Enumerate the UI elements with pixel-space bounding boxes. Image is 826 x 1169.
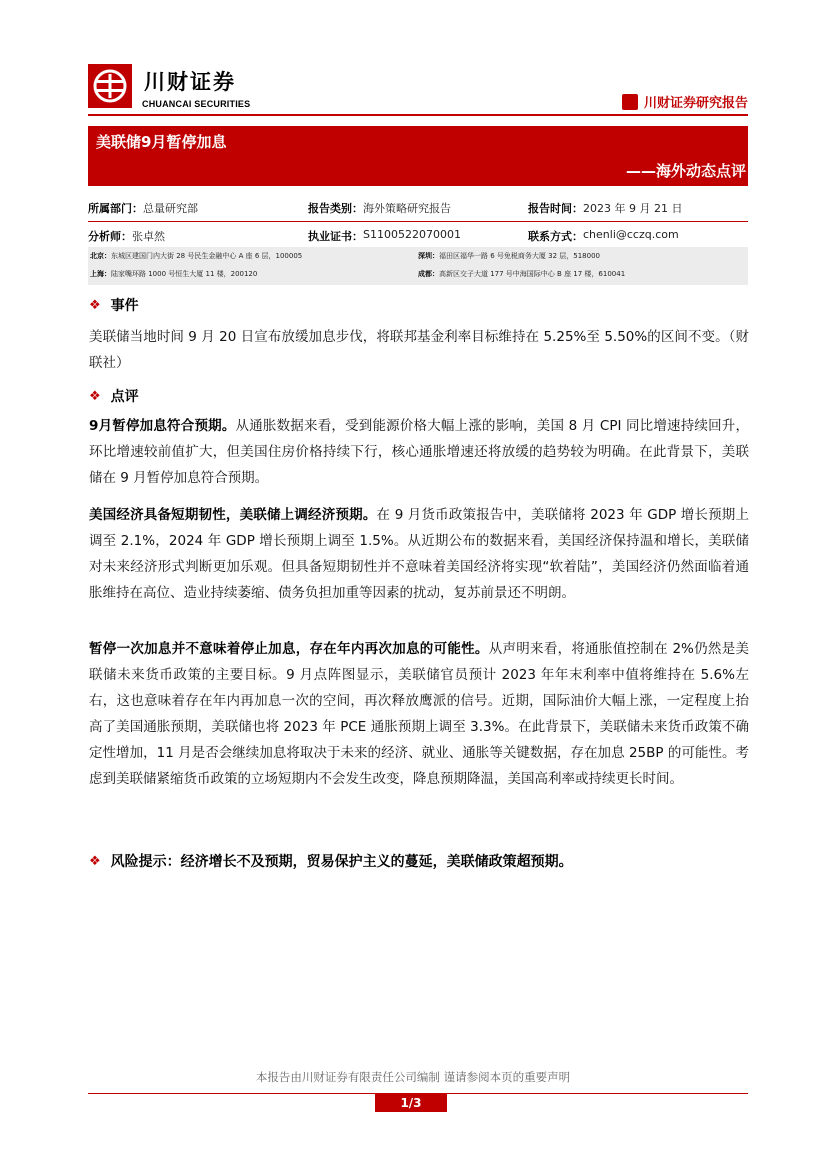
paragraph-3-lead: 暂停一次加息并不意味着停止加息，存在年内再次加息的可能性。 xyxy=(89,641,489,657)
paragraph-1-lead: 9月暂停加息符合预期。 xyxy=(89,418,236,434)
comment-heading-text: 点评 xyxy=(110,389,139,405)
contact-value: chenli@cczq.com xyxy=(583,228,679,241)
event-heading-text: 事件 xyxy=(110,298,139,314)
address-chengdu-text: 高新区交子大道 177 号中海国际中心 B 座 17 楼，610041 xyxy=(439,270,626,278)
diamond-bullet-icon: ❖ xyxy=(89,388,101,404)
analyst-value: 张卓然 xyxy=(132,230,165,243)
info-row-1 xyxy=(88,200,748,216)
report-subtitle: ——海外动态点评 xyxy=(625,162,746,180)
paragraph-2-lead: 美国经济具备短期韧性，美联储上调经济预期。 xyxy=(89,507,377,523)
logo-english-name: CHUANCAI SECURITIES xyxy=(142,99,251,109)
diamond-bullet-icon: ❖ xyxy=(89,853,101,869)
comment-heading xyxy=(89,386,139,406)
company-logo xyxy=(88,64,132,108)
info-row-2 xyxy=(88,228,748,244)
report-type-tag xyxy=(622,92,748,111)
risk-warning xyxy=(89,851,573,871)
address-chengdu xyxy=(418,269,625,279)
info-row-divider xyxy=(88,221,748,222)
paragraph-2-body: 在 9 月货币政策报告中，美联储将 2023 年 GDP 增长预期上调至 2.1%，2024 年 GDP 增长预期上调至 1.5%。从近期公布的数据来看，美国经济保持温和增长，美联储对未来经济形式判断更加乐观。但具备短期韧性并不意味着美国经济将实现“软着陆”，美国经济仍然面临着通胀维持在高位、造业持续萎缩、债务负担加重等因素的扰动，复苏前景还不明朗。 xyxy=(89,507,749,601)
address-shenzhen xyxy=(418,251,600,261)
address-shenzhen-label: 深圳： xyxy=(418,252,439,260)
event-paragraph: 美联储当地时间 9 月 20 日宣布放缓加息步伐，将联邦基金利率目标维持在 5.25%至 5.50%的区间不变。（财联社） xyxy=(89,329,749,371)
address-shanghai-text: 陆家嘴环路 1000 号恒生大厦 11 楼，200120 xyxy=(111,270,258,278)
contact-label: 联系方式： xyxy=(528,230,583,243)
page-number: 1/3 xyxy=(375,1094,447,1112)
license-label: 执业证书： xyxy=(308,230,363,243)
paragraph-3 xyxy=(89,636,749,792)
paragraph-1-body: 从通胀数据来看，受到能源价格大幅上涨的影响，美国 8 月 CPI 同比增速持续回升，环比增速较前值扩大，但美国住房价格持续下行，核心通胀增速还将放缓的趋势较为明确。在此背景下，美联储在 9 月暂停加息符合预期。 xyxy=(89,418,749,486)
paragraph-2 xyxy=(89,502,749,606)
address-beijing xyxy=(90,251,302,261)
diamond-bullet-icon: ❖ xyxy=(89,297,101,313)
paragraph-1 xyxy=(89,413,749,491)
department-value: 总量研究部 xyxy=(143,202,198,215)
risk-warning-text: 风险提示：经济增长不及预期，贸易保护主义的蔓延，美联储政策超预期。 xyxy=(110,854,573,870)
paragraph-3-body: 从声明来看，将通胀值控制在 2%仍然是美联储未来货币政策的主要目标。9 月点阵图显示，美联储官员预计 2023 年年末利率中值将维持在 5.6%左右，这也意味着存在年内再加息一次的空间，再次释放鹰派的信号。近期，国际油价大幅上涨，一定程度上抬高了美国通胀预期，美联储也将 2023 年 PCE 通胀预期上调至 3.3%。在此背景下，美联储未来货币政策不确定性增加，11 月是否会继续加息将取决于未来的经济、就业、通胀等关键数据，存在加息 25BP 的可能性。考虑到美联储紧缩货币政策的立场短期内不会发生改变，降息预期降温，美国高利率或持续更长时间。 xyxy=(89,641,749,787)
event-heading xyxy=(89,295,139,315)
category-value: 海外策略研究报告 xyxy=(363,202,451,215)
logo-chinese-name: 川财证券 xyxy=(144,70,236,94)
address-shenzhen-text: 福田区福华一路 6 号免税商务大厦 32 层，518000 xyxy=(439,252,600,260)
address-shanghai-label: 上海： xyxy=(90,270,111,278)
date-value: 2023 年 9 月 21 日 xyxy=(583,202,683,215)
address-beijing-label: 北京： xyxy=(90,252,111,260)
address-chengdu-label: 成都： xyxy=(418,270,439,278)
footer-disclaimer: 本报告由川财证券有限责任公司编制 谨请参阅本页的重要声明 xyxy=(255,1070,571,1084)
address-beijing-text: 东城区建国门内大街 28 号民生金融中心 A 座 6 层，100005 xyxy=(111,252,303,260)
header-divider xyxy=(88,114,748,116)
report-type-label: 川财证券研究报告 xyxy=(643,96,748,111)
analyst-label: 分析师： xyxy=(88,230,132,243)
address-shanghai xyxy=(90,269,257,279)
logo-mini-icon xyxy=(622,94,638,110)
date-label: 报告时间： xyxy=(528,202,583,215)
report-title: 美联储9月暂停加息 xyxy=(96,133,227,151)
category-label: 报告类别： xyxy=(308,202,363,215)
license-value: S1100522070001 xyxy=(363,228,461,241)
department-label: 所属部门： xyxy=(88,202,143,215)
